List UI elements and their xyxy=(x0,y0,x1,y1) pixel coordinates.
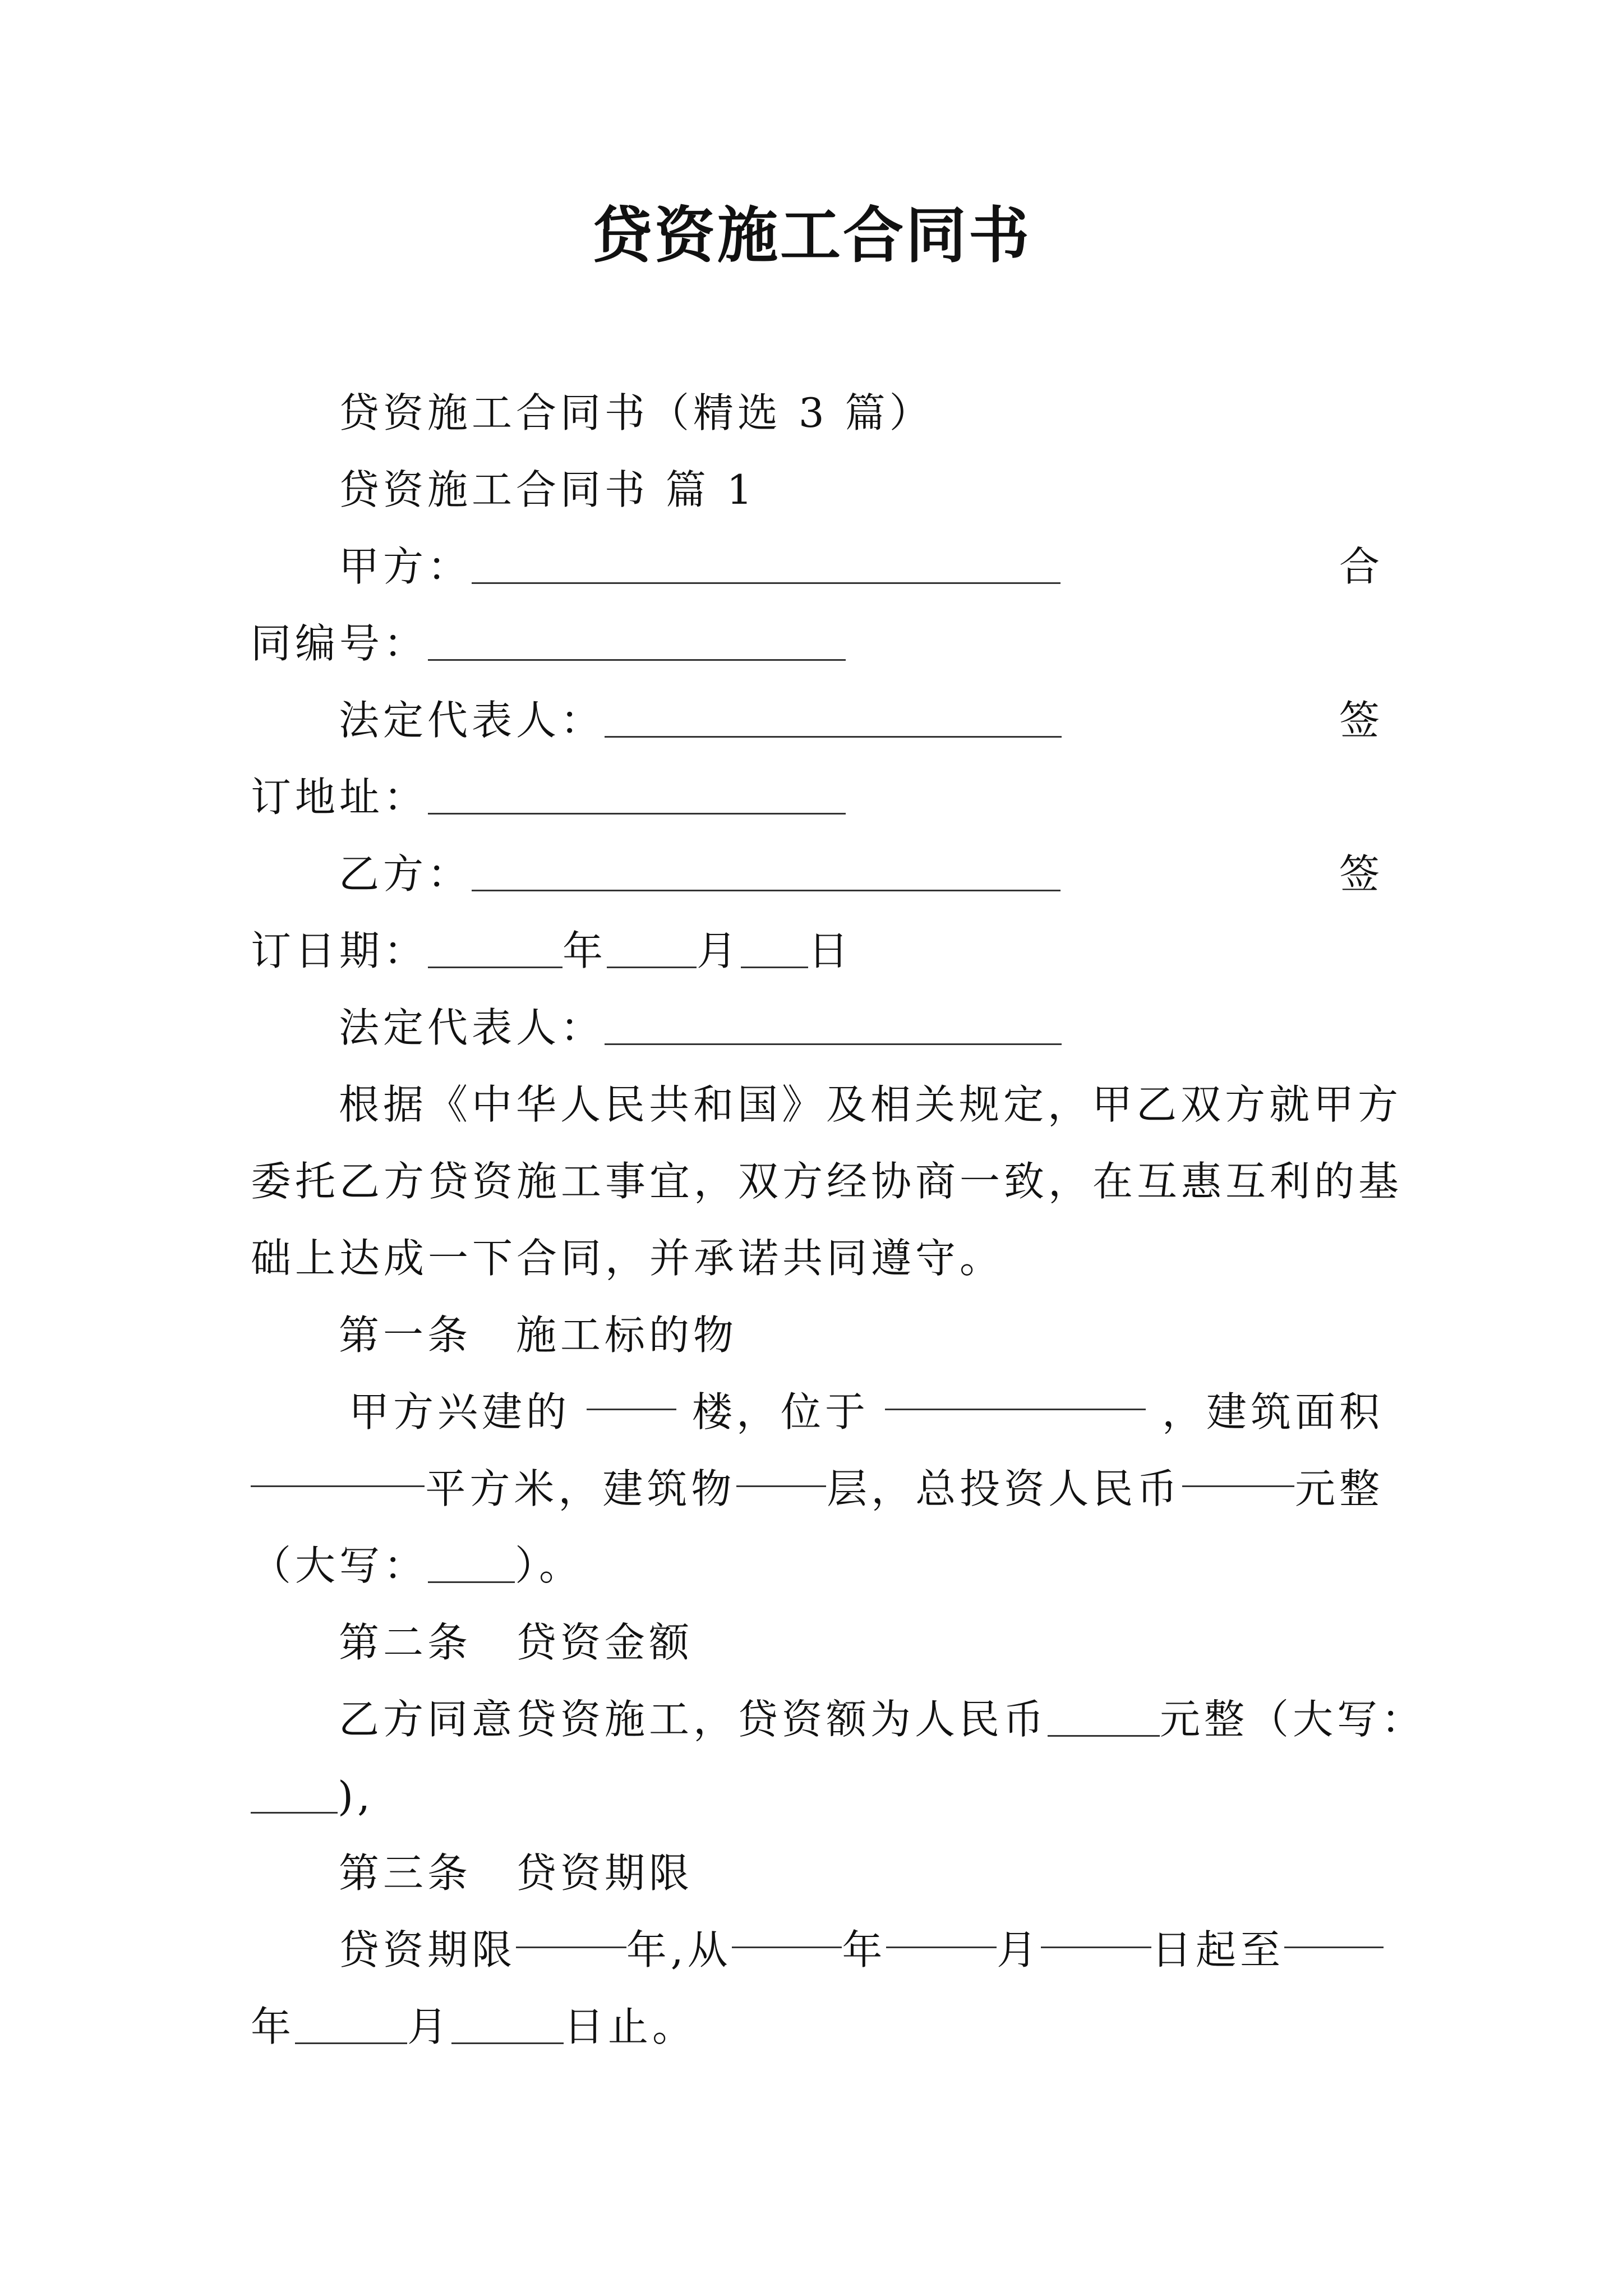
floors-blank xyxy=(736,1451,826,1487)
art2-text-b: 元整（大写： xyxy=(1160,1696,1426,1743)
article-1-line-1 xyxy=(251,1374,1384,1451)
rep-b-label: 法定代表人： xyxy=(339,1004,605,1051)
art1-text-d: 平方米，建筑物 xyxy=(425,1465,736,1512)
rep-a-blank xyxy=(605,701,1062,738)
art3-text-g: 月 xyxy=(407,2003,452,2050)
document-body xyxy=(251,375,1426,2065)
art1-text-c: ，建筑面积 xyxy=(1161,1388,1384,1435)
sign-addr-label-part1: 签 xyxy=(1339,697,1384,744)
sign-date-label-part1: 签 xyxy=(1339,850,1384,898)
sign-day-blank xyxy=(741,932,808,968)
art1-text-a: 甲方兴建的 xyxy=(349,1388,571,1435)
contract-no-label-part1: 合 xyxy=(1339,543,1384,590)
contract-no-label-part2: 同编号： xyxy=(251,620,428,667)
loan-amount-words-blank xyxy=(251,1777,338,1814)
party-a-line xyxy=(251,528,1384,605)
rep-b-blank xyxy=(605,1009,1062,1045)
art3-text-h: 日止。 xyxy=(564,2003,697,2050)
art3-text-e: 日起至 xyxy=(1151,1926,1284,1973)
article-2-line-1 xyxy=(251,1681,1426,1758)
art2-text-a: 乙方同意贷资施工，贷资额为人民币 xyxy=(339,1696,1048,1743)
loan-amount-blank xyxy=(1048,1700,1160,1737)
article-1-line-3 xyxy=(251,1527,1384,1604)
art3-text-b: 年,从 xyxy=(626,1926,732,1973)
sign-day-label: 日 xyxy=(808,927,853,974)
party-a-blank xyxy=(472,547,1061,584)
contract-no-blank xyxy=(428,624,846,661)
art1-text-g: （大写： xyxy=(251,1542,428,1589)
art1-text-h: ）。 xyxy=(515,1542,584,1589)
area-blank xyxy=(251,1451,425,1487)
location-blank xyxy=(885,1374,1146,1410)
party-b-blank xyxy=(472,855,1061,891)
investment-words-blank xyxy=(428,1547,515,1583)
subtitle: 贷资施工合同书（精选 3 篇） xyxy=(339,389,934,436)
sign-date-line xyxy=(251,913,1384,990)
art3-text-f: 年 xyxy=(251,2003,296,2050)
article-3-line-1 xyxy=(251,1912,1384,1989)
article-3-heading: 第三条 贷资期限 xyxy=(339,1849,694,1897)
art1-text-b: 楼，位于 xyxy=(691,1388,869,1435)
rep-a-label: 法定代表人： xyxy=(339,697,605,744)
art1-text-f: 元整 xyxy=(1294,1465,1384,1512)
document-title: 贷资施工合同书 xyxy=(591,200,1031,271)
preamble-line-3: 础上达成一下合同，并承诺共同遵守。 xyxy=(251,1235,1004,1282)
article-2-heading: 第二条 贷资金额 xyxy=(339,1619,694,1666)
investment-blank xyxy=(1182,1451,1294,1487)
art1-text-e: 层，总投资人民币 xyxy=(827,1465,1182,1512)
start-day-blank xyxy=(1041,1912,1151,1948)
sign-month-blank xyxy=(607,932,697,968)
art3-text-d: 月 xyxy=(997,1926,1041,1973)
building-blank xyxy=(587,1374,676,1410)
sign-addr-label-part2: 订地址： xyxy=(251,774,428,821)
chapter-heading: 贷资施工合同书 篇 1 xyxy=(339,466,757,513)
sign-addr-blank xyxy=(428,778,846,815)
sign-addr-line xyxy=(251,759,1384,836)
party-b-line xyxy=(251,836,1384,913)
preamble-line-1: 根据《中华人民共和国》及相关规定，甲乙双方就甲方 xyxy=(339,1081,1403,1128)
sign-month-label: 月 xyxy=(697,927,741,974)
art2-text-c: ), xyxy=(338,1773,374,1820)
sign-year-blank xyxy=(428,932,562,968)
article-1-heading: 第一条 施工标的物 xyxy=(339,1312,738,1359)
rep-b-line xyxy=(251,990,1384,1066)
end-month-blank xyxy=(295,2008,407,2044)
sign-date-label-part2: 订日期： xyxy=(251,927,428,974)
art3-text-c: 年 xyxy=(842,1926,887,1973)
party-b-label: 乙方： xyxy=(339,850,472,898)
contract-no-line xyxy=(251,605,1384,682)
rep-a-line xyxy=(251,682,1384,759)
term-years-blank xyxy=(516,1912,626,1948)
preamble-line-2: 委托乙方贷资施工事宜，双方经协商一致，在互惠互利的基 xyxy=(251,1158,1403,1205)
party-a-label: 甲方： xyxy=(339,543,472,590)
art3-text-a: 贷资期限 xyxy=(339,1926,517,1973)
article-3-line-2 xyxy=(251,1989,1384,2065)
start-month-blank xyxy=(886,1912,997,1948)
article-2-line-2 xyxy=(251,1758,1384,1835)
end-year-blank xyxy=(1284,1912,1384,1948)
start-year-blank xyxy=(732,1912,842,1948)
end-day-blank xyxy=(451,2008,564,2044)
article-1-line-2 xyxy=(251,1451,1384,1527)
sign-year-label: 年 xyxy=(562,927,607,974)
